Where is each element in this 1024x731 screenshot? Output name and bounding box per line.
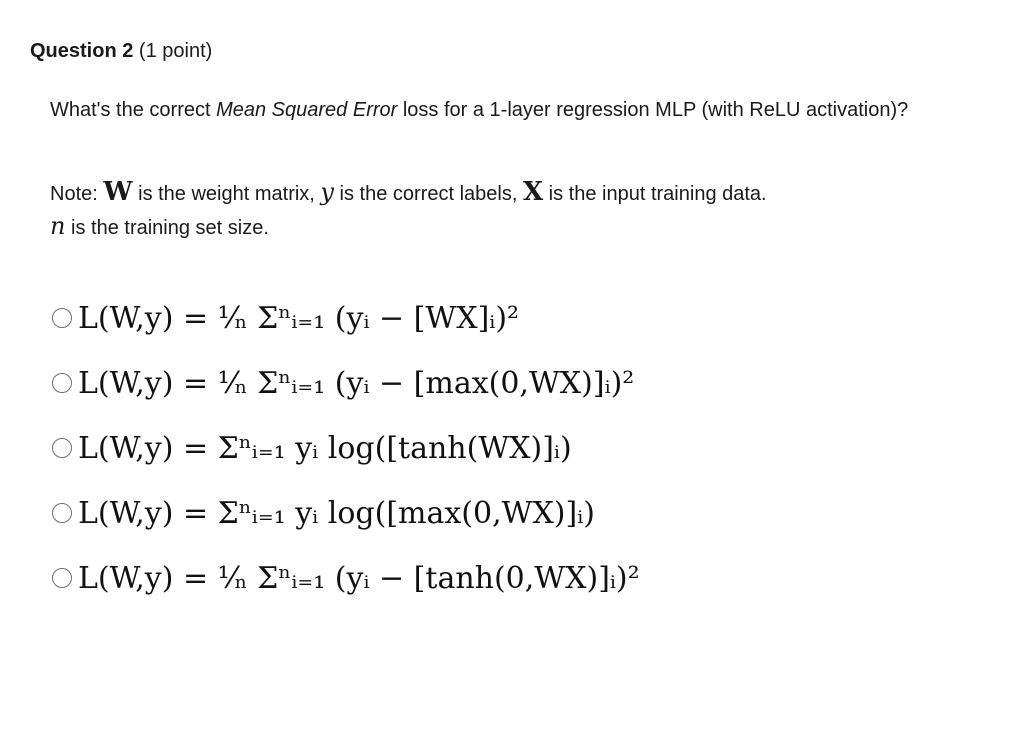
question-points: (1 point) xyxy=(138,40,213,62)
answer-option-4[interactable] xyxy=(52,485,640,541)
answer-option-5[interactable] xyxy=(52,550,640,606)
question-text-emphasis: Mean Squared Error xyxy=(216,99,398,121)
note-symbol-n: n xyxy=(50,212,66,240)
question-text-after: loss for a 1-layer regression MLP (with ReLU activation)? xyxy=(397,99,909,121)
answer-options xyxy=(52,290,640,615)
question-header xyxy=(30,40,212,63)
answer-formula: L(W,y) = Σⁿᵢ₌₁ yᵢ log([max(0,WX)]ᵢ) xyxy=(78,495,595,531)
note-X-text: is the input training data. xyxy=(543,183,767,205)
answer-option-3[interactable] xyxy=(52,420,640,476)
note-W-text: is the weight matrix, xyxy=(132,183,321,205)
question-title: Question 2 xyxy=(30,40,134,62)
question-text-before: What's the correct xyxy=(50,99,217,121)
note-y-text: is the correct labels, xyxy=(333,183,523,205)
question-text xyxy=(50,94,930,126)
radio-button[interactable] xyxy=(52,373,72,393)
answer-formula: L(W,y) = ¹⁄ₙ Σⁿᵢ₌₁ (yᵢ − [tanh(0,WX)]ᵢ)² xyxy=(78,560,640,596)
question-note xyxy=(50,176,950,244)
answer-option-1[interactable] xyxy=(52,290,640,346)
note-symbol-X: X xyxy=(522,177,544,207)
answer-formula: L(W,y) = ¹⁄ₙ Σⁿᵢ₌₁ (yᵢ − [WX]ᵢ)² xyxy=(78,300,520,336)
note-label: Note: xyxy=(50,183,104,205)
radio-button[interactable] xyxy=(52,308,72,328)
note-symbol-W: W xyxy=(103,177,133,207)
answer-formula: L(W,y) = ¹⁄ₙ Σⁿᵢ₌₁ (yᵢ − [max(0,WX)]ᵢ)² xyxy=(78,365,635,401)
note-symbol-y: y xyxy=(320,178,334,206)
radio-button[interactable] xyxy=(52,568,72,588)
answer-option-2[interactable] xyxy=(52,355,640,411)
note-n-text: is the training set size. xyxy=(65,217,269,239)
radio-button[interactable] xyxy=(52,438,72,458)
answer-formula: L(W,y) = Σⁿᵢ₌₁ yᵢ log([tanh(WX)]ᵢ) xyxy=(78,430,572,466)
radio-button[interactable] xyxy=(52,503,72,523)
